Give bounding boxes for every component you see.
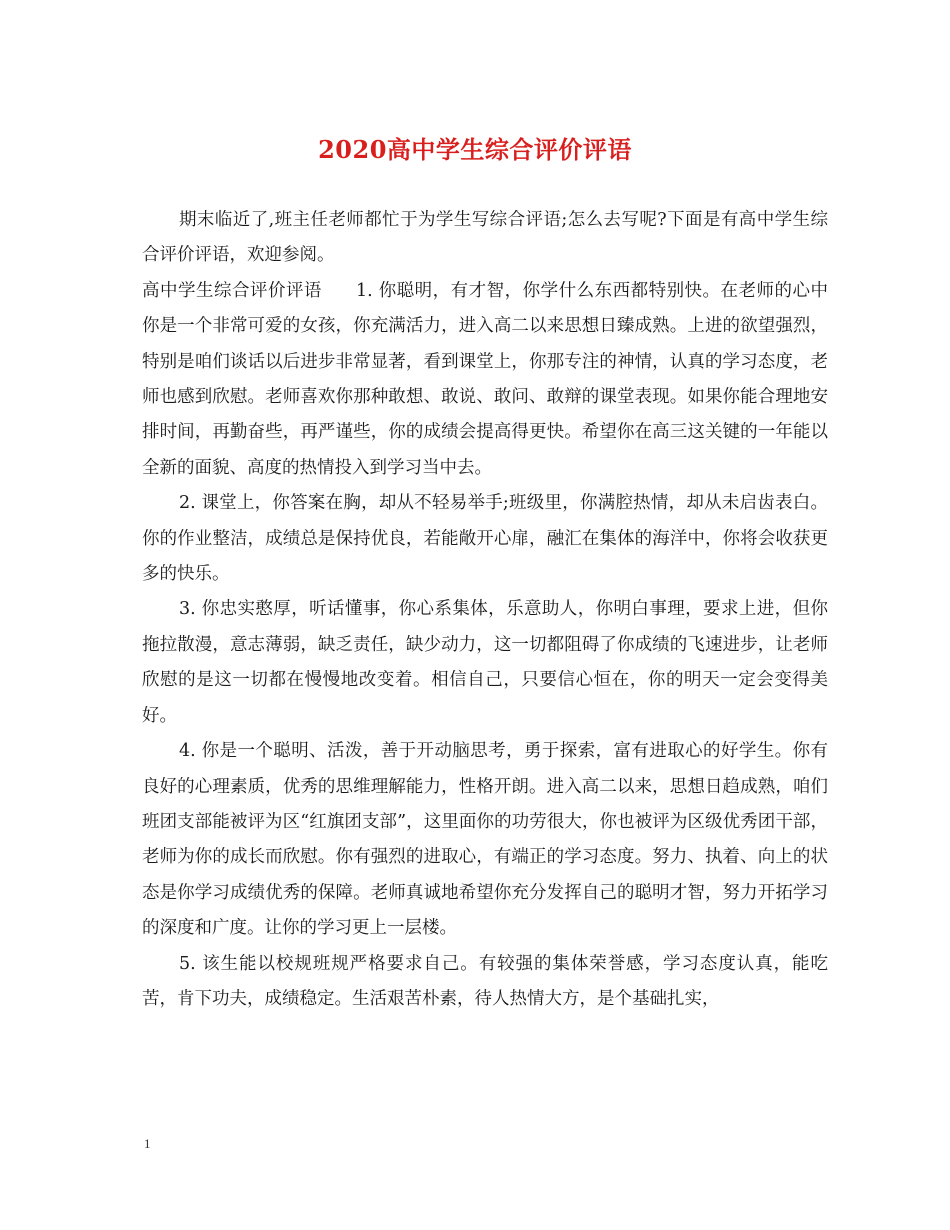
- section-label: 高中学生综合评价评语: [142, 280, 322, 301]
- document-title: 2020高中学生综合评价评语: [318, 135, 632, 164]
- item-paragraph-5: 5. 该生能以校规班规严格要求自己。有较强的集体荣誉感，学习态度认真，能吃苦，肯下功夫，成绩稳定。生活艰苦朴素，待人热情大方，是个基础扎实，: [142, 953, 828, 1009]
- item-paragraph-2: 2. 课堂上，你答案在胸，却从不轻易举手;班级里，你满腔热情，却从未启齿表白。你的作业整洁，成绩总是保持优良，若能敞开心扉，融汇在集体的海洋中，你将会收获更多的快乐。: [142, 493, 828, 585]
- page-number: 1: [144, 1136, 151, 1151]
- item-text-1: 1. 你聪明，有才智，你学什么东西都特别快。在老师的心中你是一个非常可爱的女孩，你充满活力，进入高二以来思想日臻成熟。上进的欲望强烈，特别是咱们谈话以后进步非常显著，看到课堂上，你那专注的神情，认真的学习态度，老师也感到欣慰。老师喜欢你那种敢想、敢说、敢问、敢辩的课堂表现。如果你能合理地安排时间，再勤奋些，再严谨些，你的成绩会提高得更快。希望你在高三这关键的一年能以全新的面貌、高度的热情投入到学习当中去。: [142, 280, 829, 478]
- item-paragraph-3: 3. 你忠实憨厚，听话懂事，你心系集体，乐意助人，你明白事理，要求上进，但你拖拉散漫，意志薄弱，缺乏责任，缺少动力，这一切都阻碍了你成绩的飞速进步，让老师欣慰的是这一切都在慢慢地改变着。相信自己，只要信心恒在，你的明天一定会变得美好。: [142, 599, 828, 726]
- item-paragraph-1: [142, 274, 828, 486]
- document-body: [142, 203, 828, 1017]
- item-paragraph-4: 4. 你是一个聪明、活泼，善于开动脑思考，勇于探索，富有进取心的好学生。你有良好的心理素质，优秀的思维理解能力，性格开朗。进入高二以来，思想日趋成熟，咱们班团支部能被评为区“红旗团支部”，这里面你的功劳很大，你也被评为区级优秀团干部，老师为你的成长而欣慰。你有强烈的进取心，有端正的学习态度。努力、执着、向上的状态是你学习成绩优秀的保障。老师真诚地希望你充分发挥自己的聪明才智，努力开拓学习的深度和广度。让你的学习更上一层楼。: [142, 741, 828, 939]
- intro-paragraph: 期末临近了,班主任老师都忙于为学生写综合评语;怎么去写呢?下面是有高中学生综合评价评语，欢迎参阅。: [142, 210, 828, 266]
